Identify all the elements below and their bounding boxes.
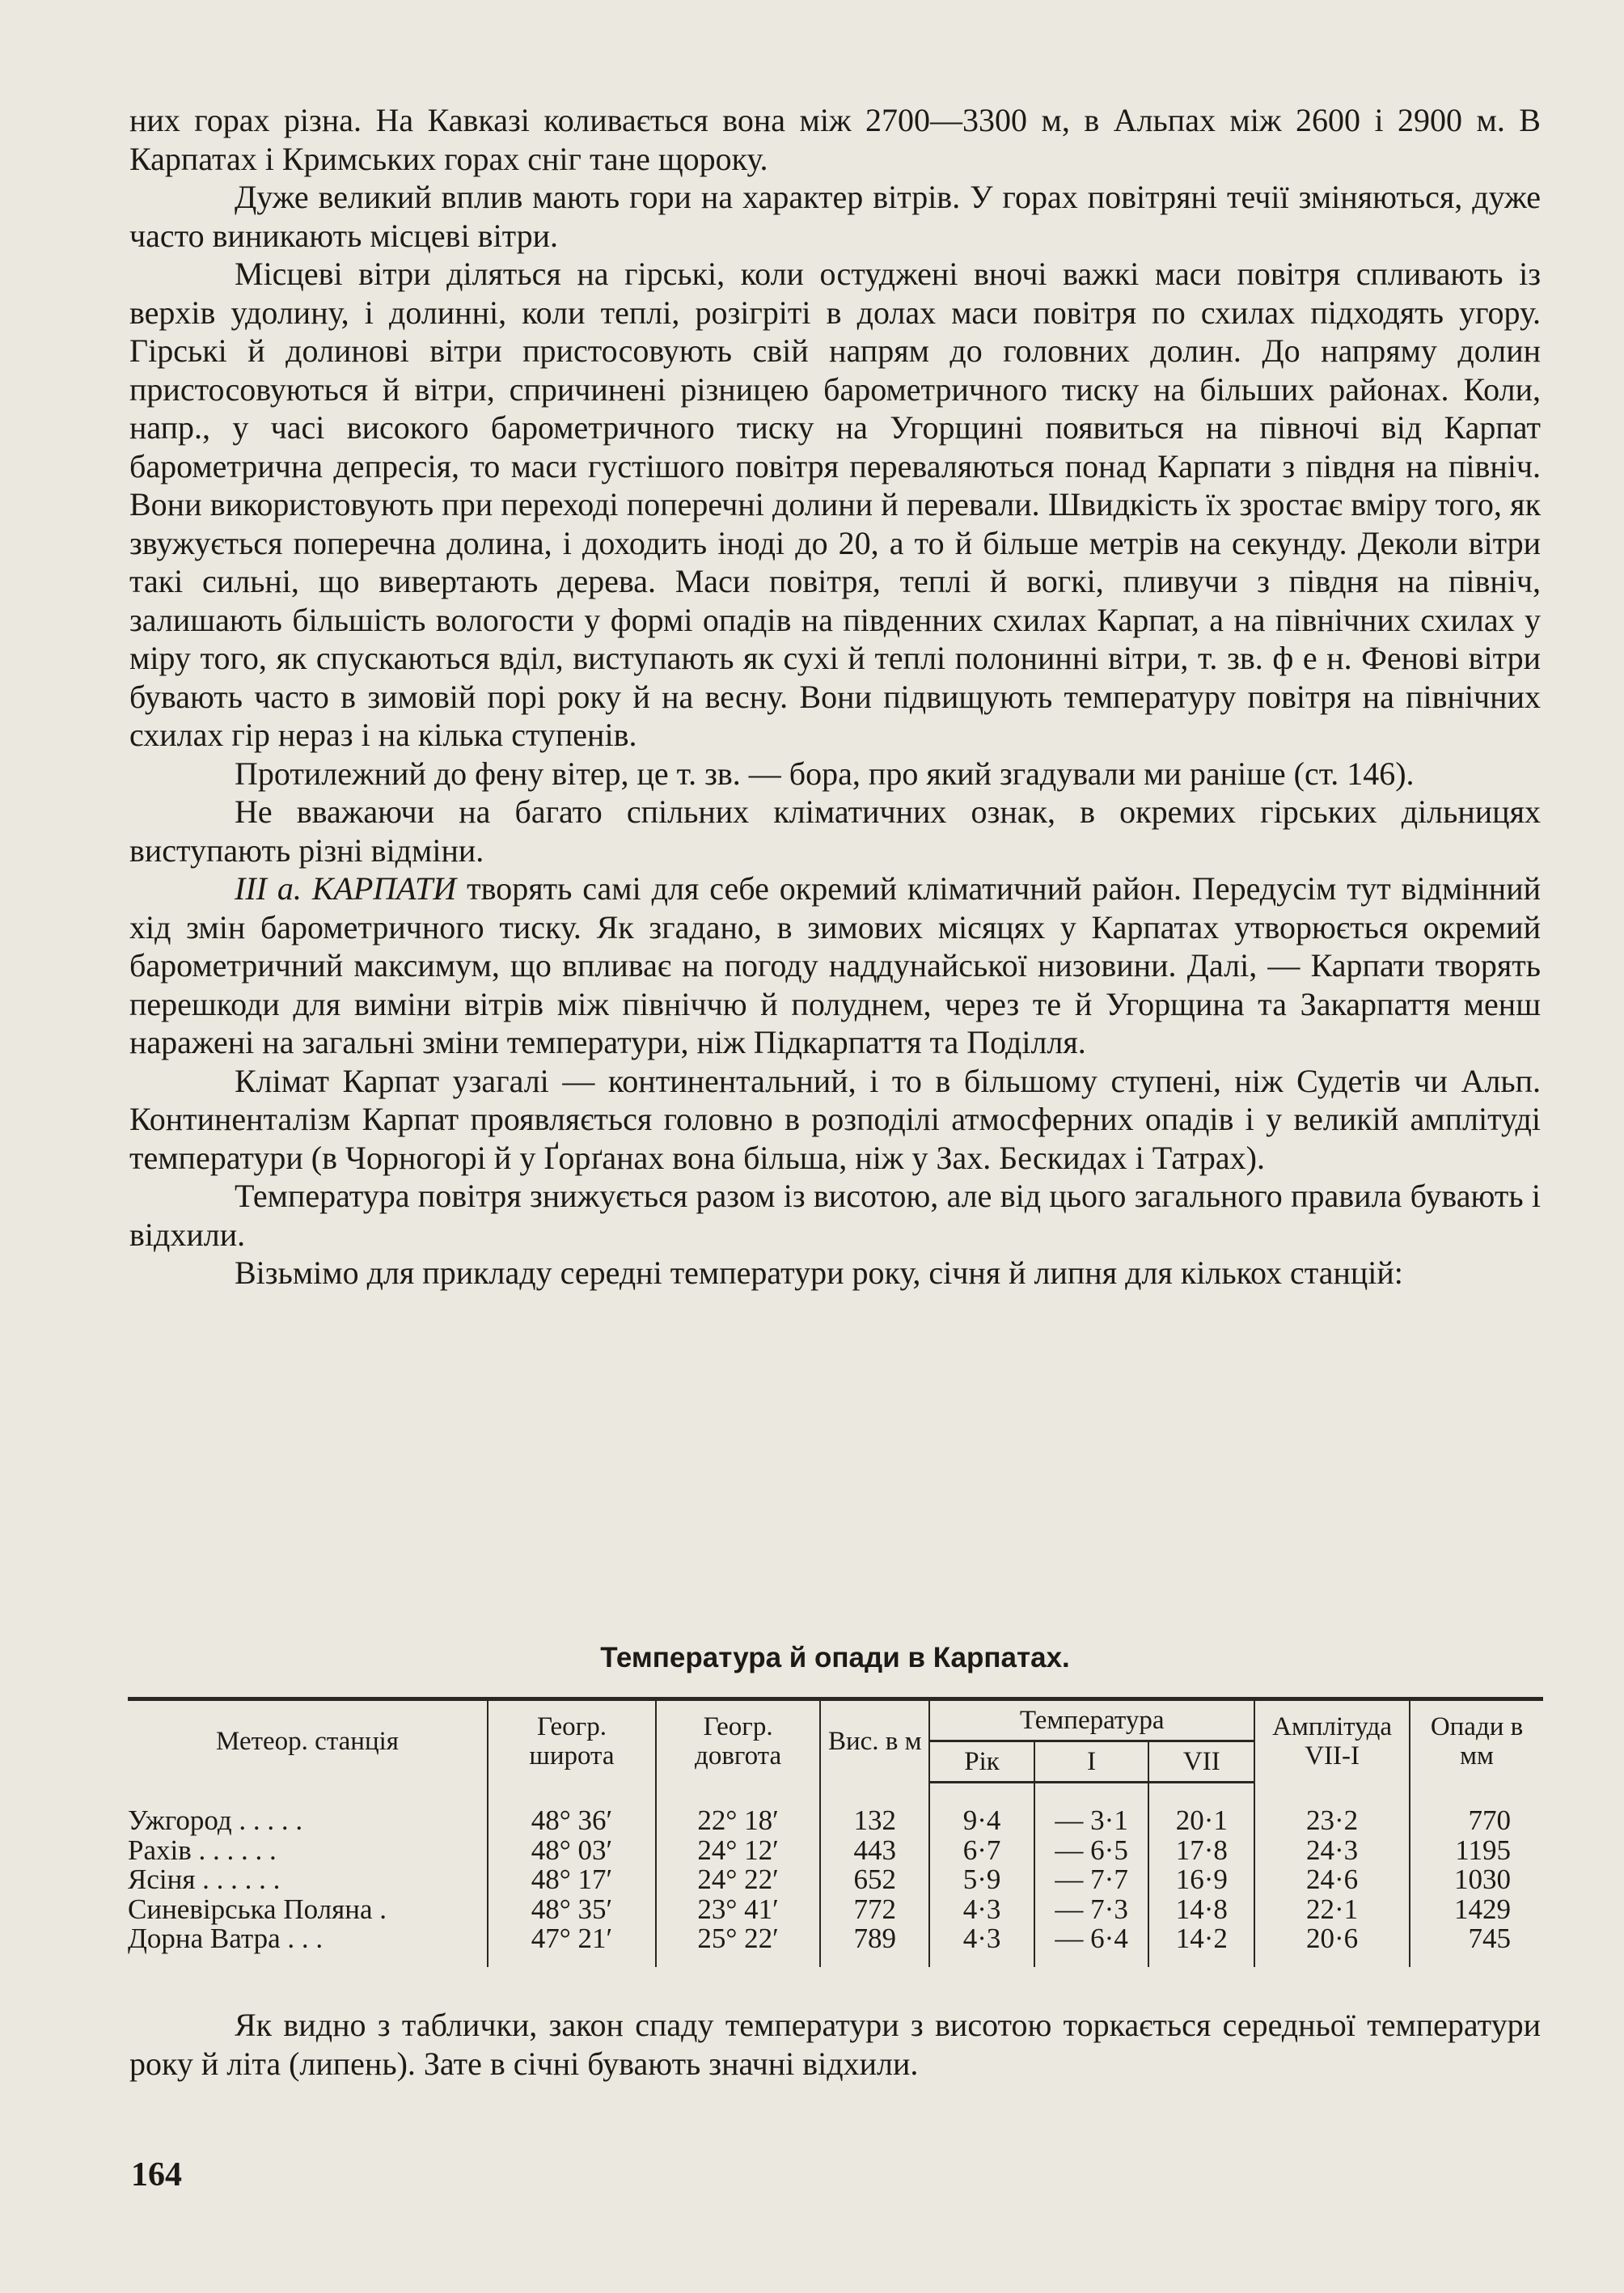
after-table-text xyxy=(129,2006,1541,2083)
header-jul: VII xyxy=(1148,1741,1254,1783)
carpathians-paragraph xyxy=(129,869,1541,1062)
paragraph: Не вважаючи на багато спільних кліматичних ознак, в окремих гірських дільницях виступають різні відміни. xyxy=(129,793,1541,869)
paragraph: Візьмімо для прикладу середні температури року, січня й липня для кількох станцій: xyxy=(235,1254,1403,1291)
table-row: Ужгород . . . . . 48° 36′ 22° 18′ 132 9·4 — 3·1 20·1 23·2 770 xyxy=(128,1804,1511,1836)
paragraph: Місцеві вітри діляться на гірські, коли остуджені вночі важкі маси повітря спливають із верхів удолину, і долинні, коли теплі, розігріті в долах маси повітря по схилах підходять угору. Гірські й долинові вітри пристосовують свій напрям до головних долин. До напряму долин пристосовуються й вітри, спричинені різницею барометричного тиску на більших районах. Коли, напр., у часі високого барометричного тиску на Угорщині появиться на півночі від Карпат барометрична депресія, то маси густішого повітря переваляються понад Карпати з півдня на північ. Вони використовують при переході поперечні долини й перевали. Швидкість їх зростає вміру того, як звужується поперечна долина, і доходить іноді до 20, а то й більше метрів на секунду. Деколи вітри такі сильні, що вивертають дерева. Маси повітря, теплі й вогкі, пливучи з півдня на північ, залишають більшість вологости у формі опадів на південних схилах Карпат, а на північних схилах у міру того, як спускаються вділ, виступають як сухі й теплі полонинні вітри, т. зв. ф е н. Фенові вітри бувають часто в зимовій порі року й на весну. Вони підвищують температуру повітря на північних схилах гір нераз і на кілька ступенів. xyxy=(129,256,1541,753)
header-jan: I xyxy=(1034,1741,1149,1783)
paragraph: Клімат Карпат узагалі — континентальний, і то в більшому ступені, ніж Судетів чи Альп. Континенталізм Карпат проявляється головно в розподілі атмосферних опадів і у великій амплітуді температури (в Чорногорі й у Ґорґанах вона більша, ніж у Зах. Бескидах і Татрах). xyxy=(129,1062,1541,1176)
table-row: Синевірська Поляна . 48° 35′ 23° 41′ 772 4·3 — 7·3 14·8 22·1 1429 xyxy=(128,1893,1511,1925)
page-number: 164 xyxy=(131,2156,182,2194)
paragraph-text: Передусім тут відмінний хід змін барометричного тиску. Як згадано, в зимових місяцях у Карпатах утворюється окремий барометричний максимум, що впливає на погоду наддунайської низовини. Далі, — Карпати творять перешкоди для виміни вітрів між північчю й полуднем, через те й Угорщина та Закарпаття менш наражені на загальні зміни температури, ніж Підкарпаття та Поділля. xyxy=(129,870,1542,1060)
section-heading: III а. КАРПАТИ xyxy=(235,870,457,907)
section-lead: творять самі для себе окремий кліматичний район. xyxy=(467,870,1182,907)
header-precip: Опади в мм xyxy=(1410,1699,1543,1783)
table-row: Рахів . . . . . . 48° 03′ 24° 12′ 443 6·7 — 6·5 17·8 24·3 1195 xyxy=(128,1834,1511,1866)
paragraph: Дуже великий вплив мають гори на характер вітрів. У горах повітряні течії зміняються, дуже часто виникають місцеві вітри. xyxy=(129,179,1541,254)
paragraph: Протилежний до фену вітер, це т. зв. — бора, про який згадували ми раніше (ст. 146). xyxy=(235,755,1415,792)
body-text xyxy=(129,101,1541,1292)
paragraph: Температура повітря знижується разом із висотою, але від цього загального правила бувають і відхили. xyxy=(129,1178,1541,1253)
header-alt: Вис. в м xyxy=(820,1699,929,1783)
header-lon: Геогр. довгота xyxy=(656,1699,820,1783)
table-title: Температура й опади в Карпатах. xyxy=(600,1642,1070,1673)
climate-table xyxy=(128,1697,1543,1967)
table-row: Дорна Ватра . . . 47° 21′ 25° 22′ 789 4·3 — 6·4 14·2 20·6 745 xyxy=(128,1924,1543,1967)
header-temp: Температура xyxy=(929,1699,1254,1741)
table-row: Ясіня . . . . . . 48° 17′ 24° 22′ 652 5·9 — 7·7 16·9 24·6 1030 xyxy=(128,1864,1511,1895)
header-station: Метеор. станція xyxy=(128,1699,488,1783)
header-ampl: Амплітуда VII-I xyxy=(1254,1699,1410,1783)
paragraph: них горах різна. На Кавказі коливається вона між 2700—3300 м, в Альпах між 2600 і 2900 м. В Карпатах і Кримських горах сніг тане щороку. xyxy=(129,102,1541,177)
header-year: Рік xyxy=(929,1741,1034,1783)
header-lat: Геогр. широта xyxy=(488,1699,656,1783)
paragraph: Як видно з таблички, закон спаду температури з висотою торкається середньої температури року й літа (липень). Зате в січні бувають значні відхили. xyxy=(129,2007,1541,2082)
